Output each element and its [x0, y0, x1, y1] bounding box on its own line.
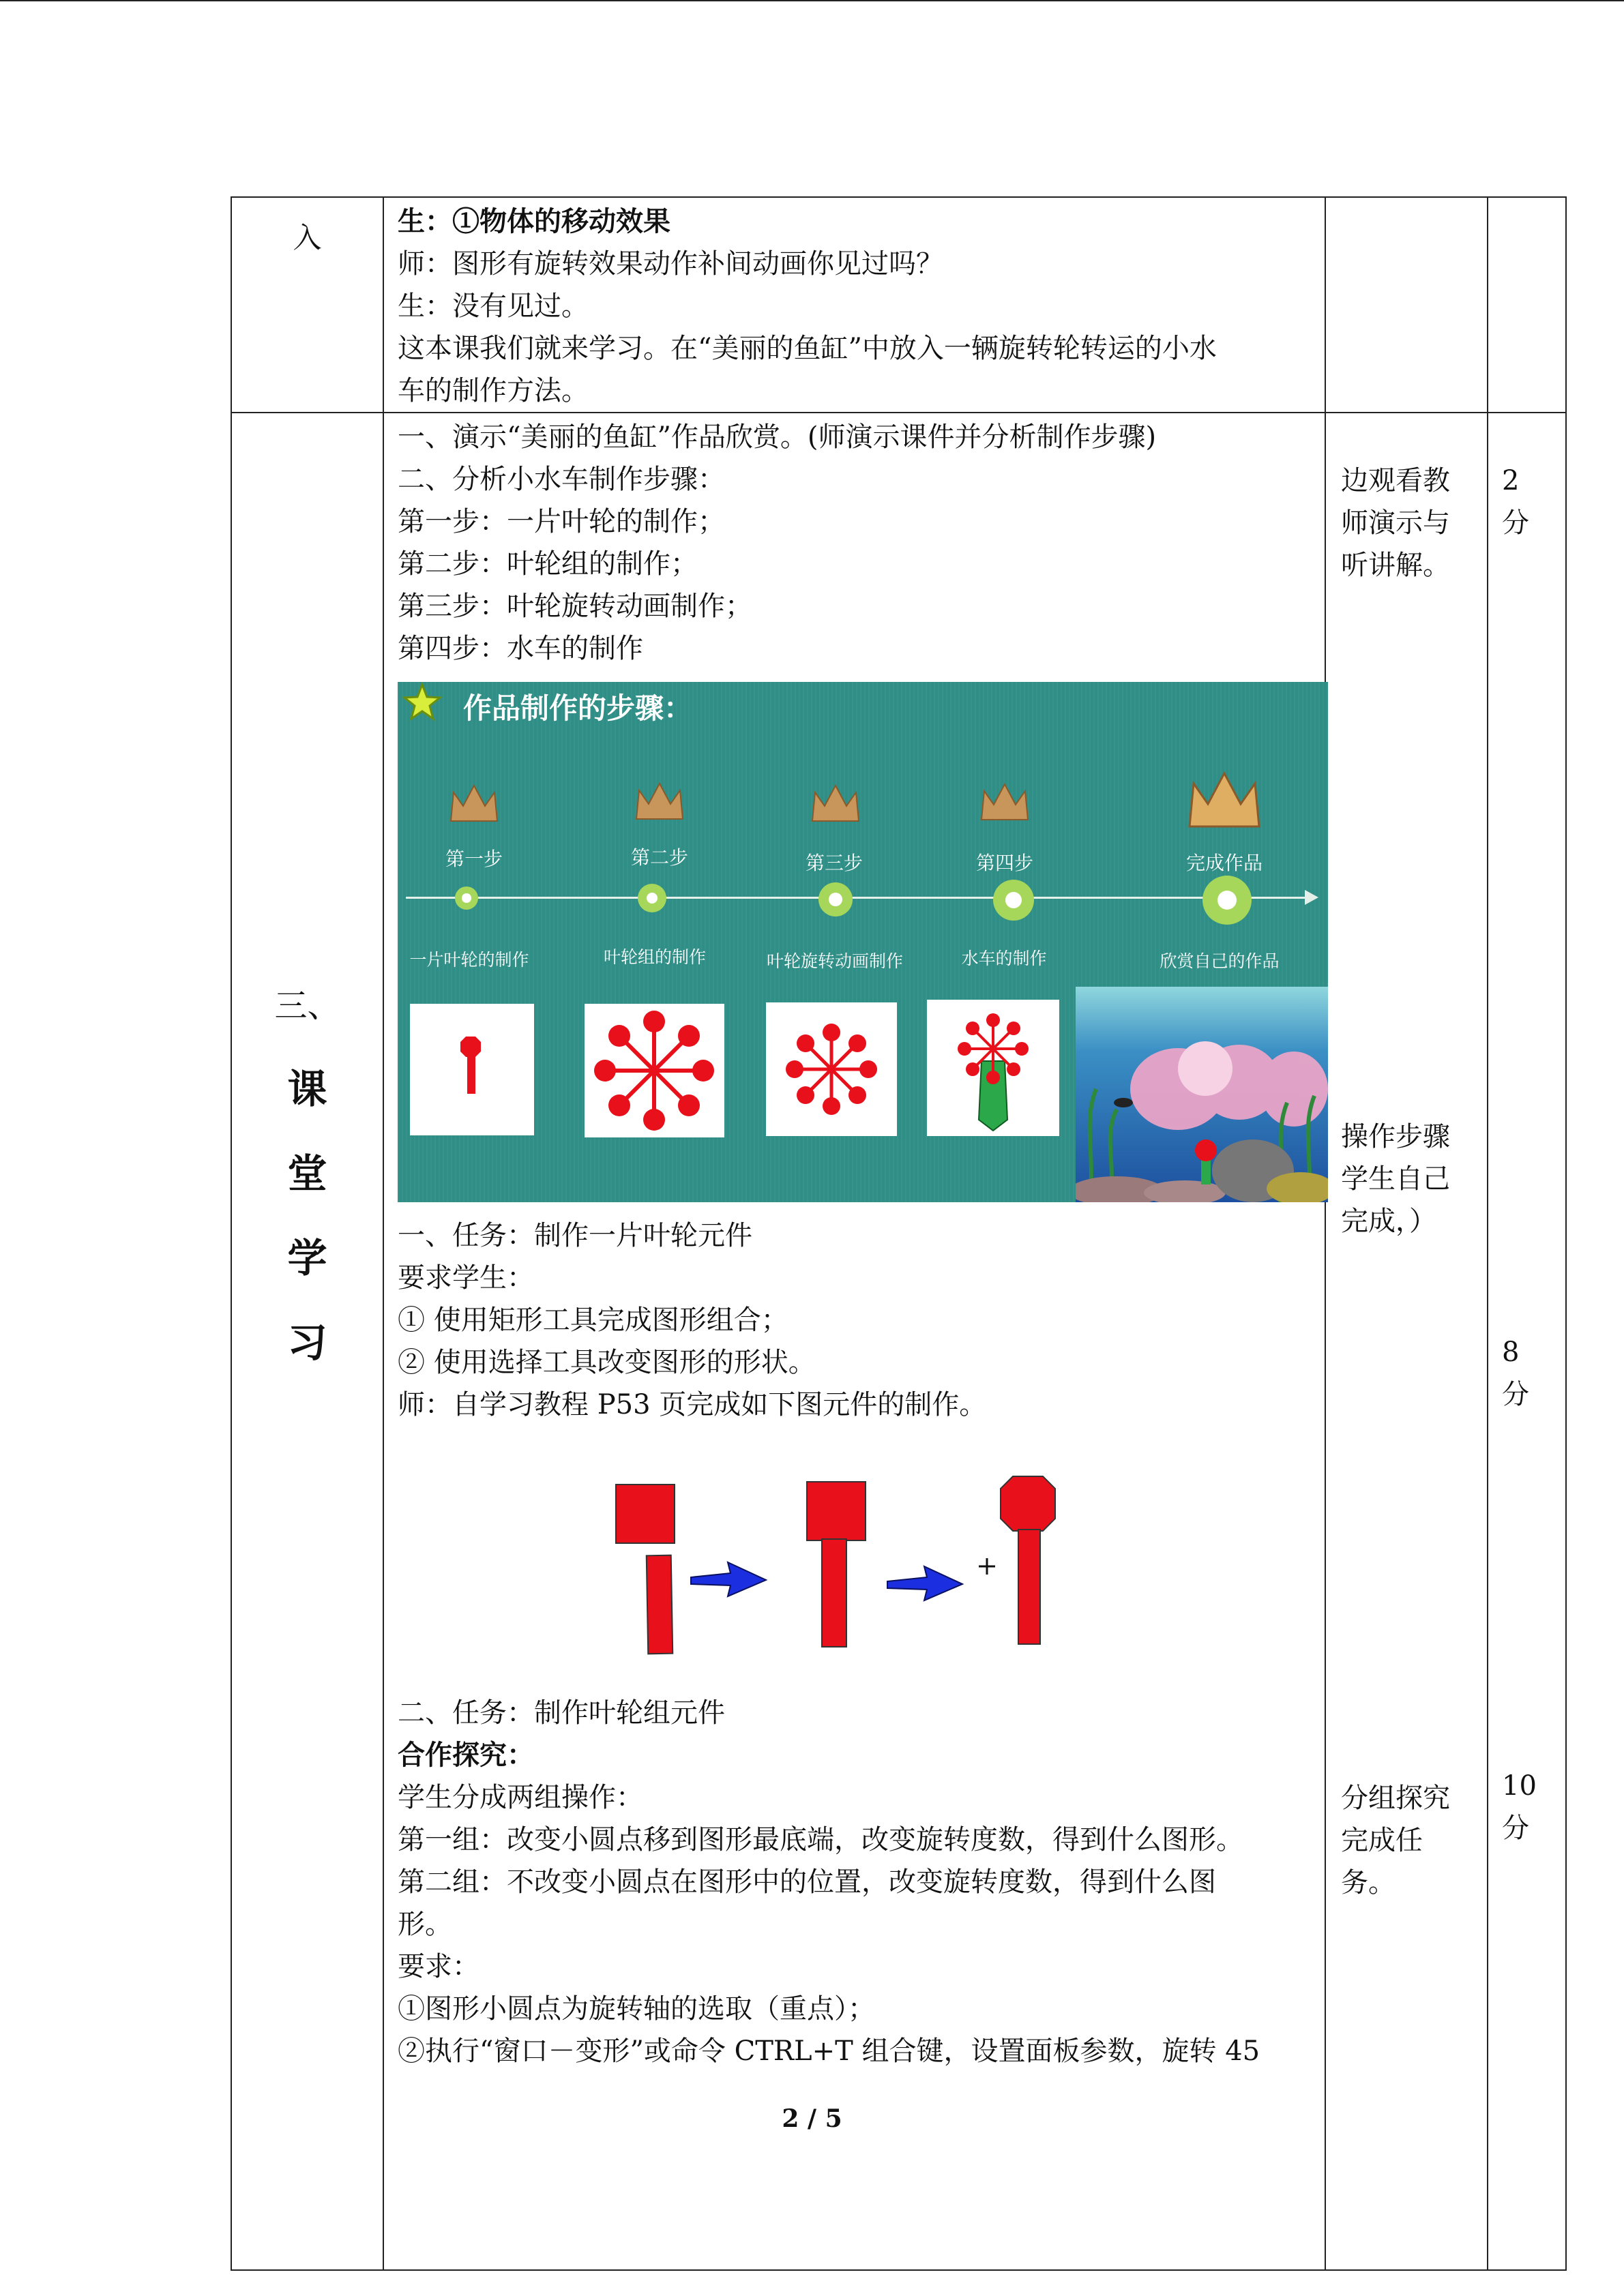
time-cell	[1488, 197, 1566, 413]
content-line: 二、分析小水车制作步骤：	[398, 464, 725, 495]
content-line: 第一组：改变小圆点移到图形最底端，改变旋转度数，得到什么图形。	[398, 1824, 1243, 1855]
activity-line: 师演示与	[1341, 507, 1450, 539]
content-line: ① 使用矩形工具完成图形组合；	[398, 1304, 788, 1336]
content-line: 第四步：水车的制作	[398, 633, 643, 664]
crown-icon	[1185, 769, 1264, 831]
content-line: 一、任务：制作一片叶轮元件	[398, 1220, 752, 1251]
content-line: 第一步：一片叶轮的制作；	[398, 506, 725, 537]
content-line: 师：图形有旋转效果动作补间动画你见过吗？	[398, 248, 943, 280]
activity-line: 听讲解。	[1341, 550, 1450, 581]
content-line: 第二步：叶轮组的制作；	[398, 548, 698, 580]
step-desc: 水车的制作	[961, 949, 1047, 968]
stage-char: 课	[287, 1066, 327, 1112]
arrow-icon	[691, 1562, 766, 1596]
content-line: 这本课我们就来学习。在“美丽的鱼缸”中放入一辆旋转轮转运的小水	[398, 333, 1217, 364]
content-line: 生：①物体的移动效果	[398, 205, 670, 237]
star-icon	[402, 682, 443, 723]
time-unit: 分	[1502, 507, 1529, 539]
activity-line: 边观看教	[1341, 465, 1450, 496]
thumb-blade-group	[585, 1004, 724, 1137]
content-cell	[383, 413, 1325, 2270]
activity-line: 学生自己	[1341, 1163, 1450, 1195]
step-label: 完成作品	[1185, 852, 1263, 874]
step-dot	[638, 884, 666, 912]
wheel-icon	[766, 1002, 897, 1136]
step-dot	[993, 880, 1034, 921]
activity-line: 务。	[1341, 1867, 1396, 1898]
stage-char: 习	[287, 1320, 327, 1366]
activity-line: 分组探究	[1341, 1783, 1450, 1814]
crown-icon	[634, 781, 685, 822]
content-line: 车的制作方法。	[398, 375, 589, 406]
blade-construction-figure	[398, 1433, 1328, 1665]
time-value: 8	[1502, 1337, 1520, 1368]
table-row	[231, 197, 1566, 413]
content-line: 要求：	[398, 1951, 479, 1982]
time-value: 2	[1502, 465, 1520, 496]
stage-char: 学	[287, 1235, 327, 1281]
content-line: 形。	[398, 1909, 452, 1940]
content-cell	[383, 197, 1325, 413]
thumb-rotating-wheel	[766, 1002, 897, 1136]
step-desc: 叶轮组的制作	[603, 947, 706, 967]
time-unit: 分	[1502, 1379, 1529, 1410]
step-dot	[455, 886, 478, 910]
thumb-water-wheel	[927, 1000, 1059, 1136]
top-rule	[0, 0, 1624, 1]
step-dot	[818, 882, 853, 916]
crown-icon	[448, 783, 500, 824]
step-desc: 欣赏自己的作品	[1160, 951, 1280, 971]
step-label: 第二步	[630, 846, 688, 869]
content-line: 学生分成两组操作：	[398, 1782, 643, 1813]
thumb-fish-tank	[1076, 987, 1328, 1202]
crown-icon	[810, 783, 861, 824]
content-line: ② 使用选择工具改变图形的形状。	[398, 1347, 816, 1378]
activity-cell	[1325, 413, 1488, 2270]
content-line: 合作探究：	[398, 1739, 534, 1771]
content-line: ①图形小圆点为旋转轴的选取（重点）；	[398, 1993, 875, 2025]
step-desc: 叶轮旋转动画制作	[766, 951, 903, 971]
content-line: ②执行“窗口－变形”或命令 CTRL+T 组合键，设置面板参数，旋转 45	[398, 2036, 1260, 2067]
wheel-icon	[585, 1004, 724, 1137]
banner-title: 作品制作的步骤：	[463, 691, 693, 725]
activity-cell	[1325, 197, 1488, 413]
activity-line: 完成，）	[1341, 1206, 1436, 1237]
stage-number: 三、	[274, 987, 340, 1025]
crown-icon	[979, 781, 1031, 822]
content-line: 师：自学习教程 P53 页完成如下图元件的制作。	[398, 1389, 987, 1420]
content-line: 一、演示“美丽的鱼缸”作品欣赏。(师演示课件并分析制作步骤)	[398, 421, 1157, 453]
content-line: 二、任务：制作叶轮组元件	[398, 1697, 725, 1729]
stage-char: 堂	[287, 1150, 327, 1197]
content-line: 生：没有见过。	[398, 290, 589, 322]
lesson-table	[231, 196, 1567, 2271]
water-wheel-icon	[927, 1000, 1059, 1136]
step-dot	[1202, 876, 1252, 925]
step-label: 第四步	[975, 852, 1033, 874]
activity-line: 操作步骤	[1341, 1121, 1450, 1152]
table-row	[231, 413, 1566, 2270]
plus-icon	[979, 1558, 995, 1575]
stage-cell	[231, 197, 383, 413]
step-label: 第三步	[805, 852, 863, 874]
steps-banner	[398, 682, 1328, 1202]
thumb-single-blade	[410, 1004, 534, 1135]
time-unit: 分	[1502, 1813, 1529, 1844]
content-line: 第二组：不改变小圆点在图形中的位置，改变旋转度数，得到什么图	[398, 1866, 1216, 1898]
stage-cell	[231, 413, 383, 2270]
arrow-icon	[887, 1566, 962, 1600]
step-desc: 一片叶轮的制作	[409, 950, 529, 970]
time-value: 10	[1502, 1770, 1537, 1802]
timeline	[406, 897, 1313, 899]
stage-label: 入	[293, 221, 322, 254]
timeline-arrow	[1305, 890, 1318, 905]
step-label: 第一步	[445, 848, 503, 870]
content-line: 第三步：叶轮旋转动画制作；	[398, 591, 752, 622]
page-number: 2 / 5	[782, 2104, 842, 2133]
content-line: 要求学生：	[398, 1262, 534, 1294]
time-cell	[1488, 413, 1566, 2270]
activity-line: 完成任	[1341, 1825, 1423, 1856]
